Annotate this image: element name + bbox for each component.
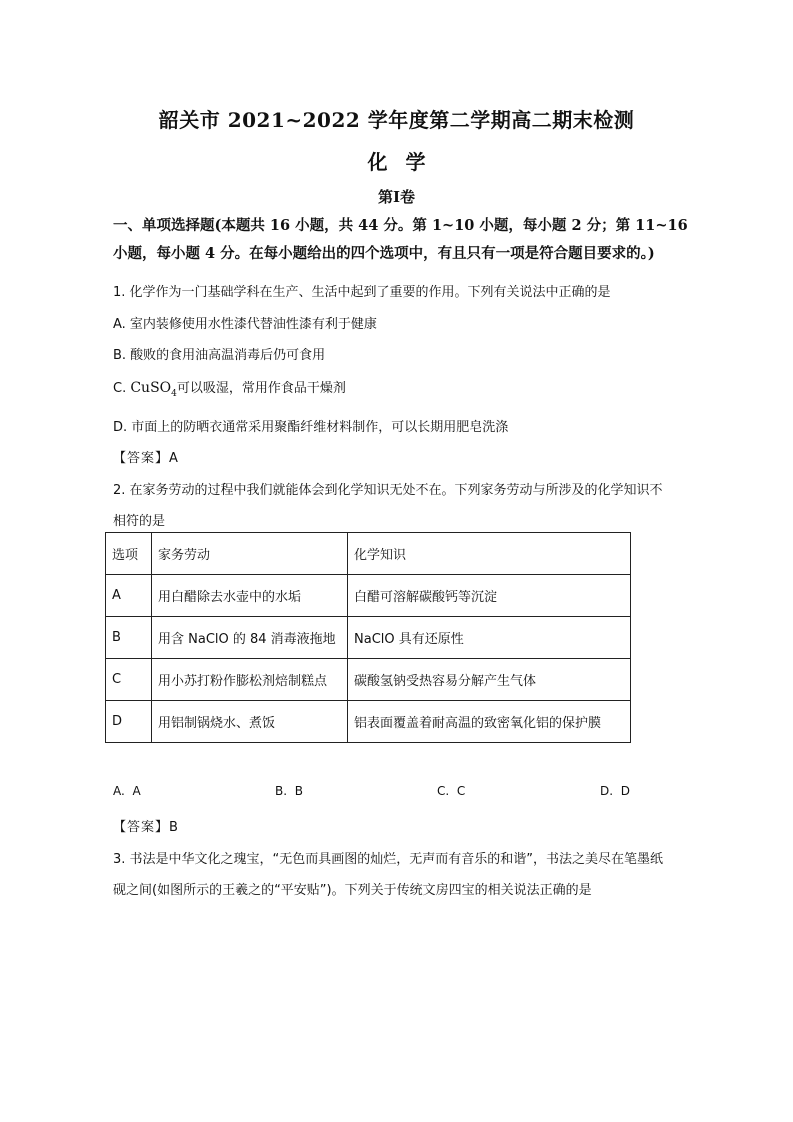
formula-main: CuSO	[130, 380, 172, 396]
volume-heading: 第Ⅰ卷	[377, 188, 416, 206]
answer-tag: 【答案】	[113, 451, 170, 466]
q2-option-a	[113, 784, 141, 798]
option-value: C	[456, 784, 466, 798]
table-row	[106, 701, 631, 743]
option-label: C.	[437, 784, 450, 798]
q1-option-c-formula	[130, 380, 177, 399]
table-cell: 用小苏打粉作膨松剂焙制糕点	[152, 659, 348, 701]
table-row	[106, 617, 631, 659]
q2-answer	[113, 816, 178, 835]
q1-stem: 1. 化学作为一门基础学科在生产、生活中起到了重要的作用。下列有关说法中正确的是	[113, 285, 611, 300]
table-cell: 用铝制锅烧水、煮饭	[152, 701, 348, 743]
option-label: D.	[600, 784, 614, 798]
table-cell: C	[106, 659, 152, 701]
q2-table	[105, 532, 631, 743]
table-header-cell: 选项	[106, 533, 152, 575]
table-header-row	[106, 533, 631, 575]
table-cell: 用白醋除去水壶中的水垢	[152, 575, 348, 617]
table-row	[106, 659, 631, 701]
q2-stem-line1: 2. 在家务劳动的过程中我们就能体会到化学知识无处不在。下列家务劳动与所涉及的化学知识不	[113, 483, 663, 498]
q1-option-c-text: 可以吸湿，常用作食品干燥剂	[176, 381, 346, 396]
answer-tag: 【答案】	[113, 820, 170, 835]
table-header-cell: 家务劳动	[152, 533, 348, 575]
q2-option-c	[437, 784, 465, 798]
q2-option-d	[600, 784, 630, 798]
subject-heading: 化学	[367, 150, 444, 174]
q1-option-c	[113, 377, 346, 399]
answer-value: A	[169, 451, 178, 466]
q3-stem-line1: 3. 书法是中华文化之瑰宝，“无色而具画图的灿烂，无声而有音乐的和谐”，书法之美尽在笔墨纸	[113, 852, 664, 867]
q1-option-a: A. 室内装修使用水性漆代替油性漆有利于健康	[113, 317, 377, 332]
table-cell: D	[106, 701, 152, 743]
q1-option-c-prefix: C.	[113, 381, 131, 396]
table-cell: 用含 NaClO 的 84 消毒液拖地	[152, 617, 348, 659]
q2-option-b	[275, 784, 303, 798]
table-cell: A	[106, 575, 152, 617]
option-label: A.	[113, 784, 125, 798]
table-cell: NaClO 具有还原性	[348, 617, 631, 659]
q1-answer	[113, 447, 178, 466]
q2-stem-line2: 相符的是	[113, 514, 166, 529]
table-cell: 铝表面覆盖着耐高温的致密氧化铝的保护膜	[348, 701, 631, 743]
option-label: B.	[275, 784, 288, 798]
option-value: D	[620, 784, 630, 798]
section-instructions: 一、单项选择题(本题共 16 小题，共 44 分。第 1~10 小题，每小题 2 分；第 11~16 小题，每小题 4 分。在每小题给出的四个选项中，有且只有一项是符合题目要求的。)	[113, 217, 688, 262]
formula-subscript: 4	[171, 388, 177, 399]
exam-title: 韶关市 2021~2022 学年度第二学期高二期末检测	[158, 108, 635, 132]
answer-value: B	[169, 820, 178, 835]
option-value: B	[294, 784, 303, 798]
table-cell: 白醋可溶解碳酸钙等沉淀	[348, 575, 631, 617]
q1-option-d: D. 市面上的防晒衣通常采用聚酯纤维材料制作，可以长期用肥皂洗涤	[113, 420, 509, 435]
table-row	[106, 575, 631, 617]
table-cell: B	[106, 617, 152, 659]
q1-option-b: B. 酸败的食用油高温消毒后仍可食用	[113, 348, 326, 363]
q3-stem-line2: 砚之间(如图所示的王羲之的“平安贴”)。下列关于传统文房四宝的相关说法正确的是	[113, 883, 592, 898]
table-cell: 碳酸氢钠受热容易分解产生气体	[348, 659, 631, 701]
table-header-cell: 化学知识	[348, 533, 631, 575]
option-value: A	[132, 784, 141, 798]
